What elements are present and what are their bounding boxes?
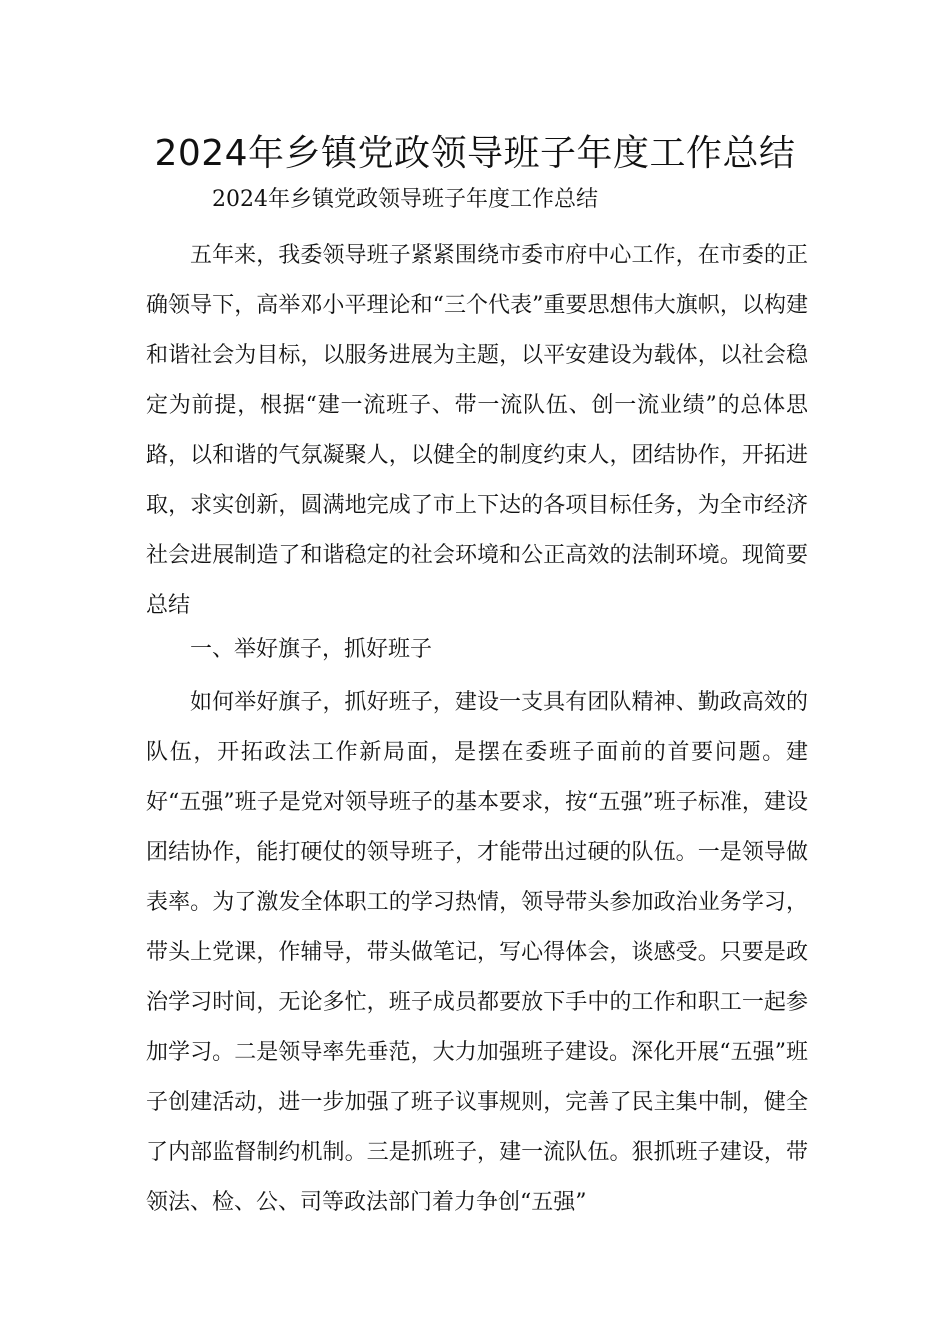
document-subtitle: 2024年乡镇党政领导班子年度工作总结	[212, 187, 598, 212]
body-paragraph-2: 如何举好旗子，抓好班子，建设一支具有团队精神、勤政高效的队伍，开拓政法工作新局面，是摆在委班子面前的首要问题。建好“五强”班子是党对领导班子的基本要求，按“五强”班子标准，建设团结协作，能打硬仗的领导班子，才能带出过硬的队伍。一是领导做表率。为了激发全体职工的学习热情，领导带头参加政治业务学习，带头上党课，作辅导，带头做笔记，写心得体会，谈感受。只要是政治学习时间，无论多忙，班子成员都要放下手中的工作和职工一起参加学习。二是领导率先垂范，大力加强班子建设。深化开展“五强”班子创建活动，进一步加强了班子议事规则，完善了民主集中制，健全了内部监督制约机制。三是抓班子，建一流队伍。狠抓班子建设，带领法、检、公、司等政法部门着力争创“五强”	[146, 690, 808, 1215]
section-heading: 一、举好旗子，抓好班子	[190, 637, 433, 662]
body-paragraph-1: 五年来，我委领导班子紧紧围绕市委市府中心工作，在市委的正确领导下，高举邓小平理论和“三个代表”重要思想伟大旗帜，以构建和谐社会为目标，以服务进展为主题，以平安建设为载体，以社会稳定为前提，根据“建一流班子、带一流队伍、创一流业绩”的总体思路，以和谐的气氛凝聚人，以健全的制度约束人，团结协作，开拓进取，求实创新，圆满地完成了市上下达的各项目标任务，为全市经济社会进展制造了和谐稳定的社会环境和公正高效的法制环境。现简要总结	[146, 243, 808, 618]
document-title: 2024年乡镇党政领导班子年度工作总结	[154, 133, 796, 174]
